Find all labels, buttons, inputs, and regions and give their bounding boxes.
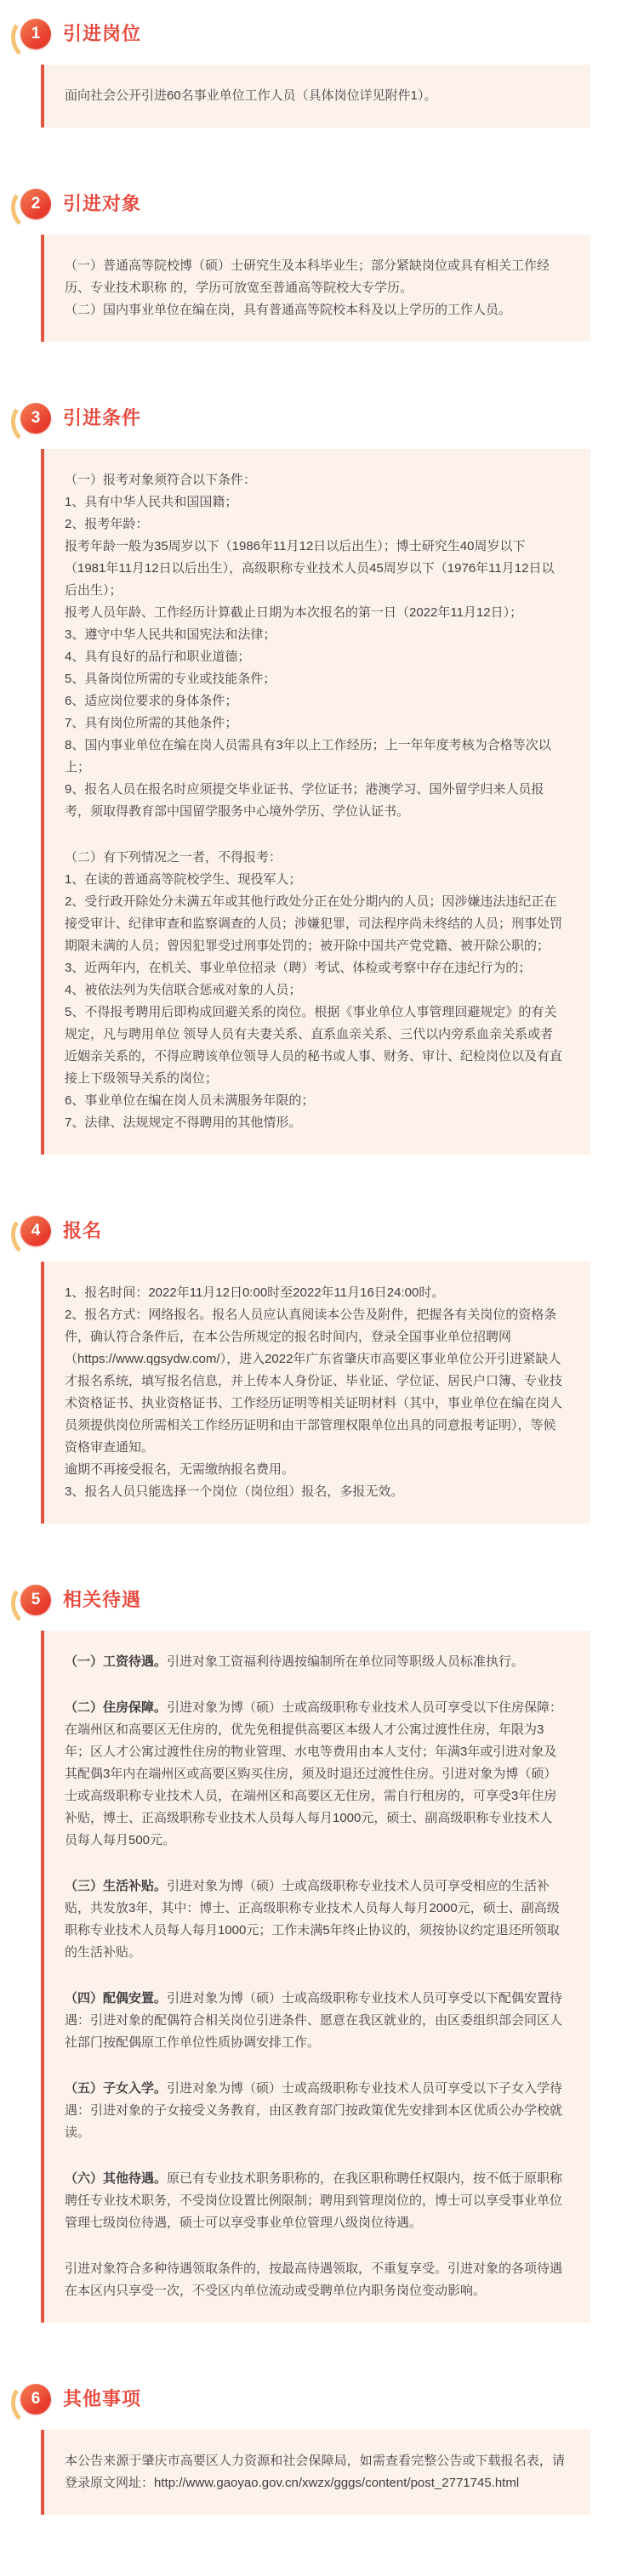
- section-title: 其他事项: [63, 2388, 142, 2409]
- section-header: [0, 1583, 638, 1617]
- section-title: 报名: [63, 1220, 103, 1241]
- section-number: 1: [20, 19, 51, 49]
- section-2: [0, 187, 638, 342]
- paragraph-lead: （六）其他待遇。: [65, 2171, 168, 2186]
- section-5: [0, 1583, 638, 2323]
- section-title: 引进条件: [63, 407, 142, 428]
- paragraph: 报考人员年龄、工作经历计算截止日期为本次报名的第一日（2022年11月12日）；: [65, 605, 523, 620]
- paragraph: （一）普通高等院校博（硕）士研究生及本科毕业生；部分紧缺岗位或具有相关工作经历、专业技术职称 的，学历可放宽至普通高等院校大专学历。: [65, 258, 550, 295]
- paragraph: 7、具有岗位所需的其他条件；: [65, 716, 238, 730]
- paragraph: 逾期不再接受报名，无需缴纳报名费用。: [65, 1462, 295, 1477]
- paragraph: （四）配偶安置。引进对象为博（硕）士或高级职称专业技术人员可享受以下配偶安置待遇：引进对象的配偶符合相关岗位引进条件、愿意在我区就业的，由区委组织部会同区人社部门按配偶原工作单位性质协调安排工作。: [65, 1991, 563, 2050]
- paragraph: 1、报名时间：2022年11月12日0:00时至2022年11月16日24:00时。: [65, 1285, 445, 1300]
- section-number: 5: [20, 1585, 51, 1615]
- section-title: 相关待遇: [63, 1589, 142, 1610]
- paragraph-lead: （三）生活补贴。: [65, 1879, 168, 1893]
- paragraph: （二）国内事业单位在编在岗，具有普通高等院校本科及以上学历的工作人员。: [65, 303, 512, 317]
- paragraph: 2、报名方式：网络报名。报名人员应认真阅读本公告及附件，把握各有关岗位的资格条件，确认符合条件后，在本公告所规定的报名时间内，登录全国事业单位招聘网（https://www.qgsydw.com/），进入2022年广东省肇庆市高要区事业单位公开引进紧缺人才报名系统，填写报名信息，并上传本人身份证、毕业证、学位证、居民户口簿、专业技术资格证书、执业资格证书、工作经历证明等相关证明材料（其中，事业单位在编在岗人员须提供岗位所需相关工作经历证明和由干部管理权限单位出具的同意报考证明），等候资格审查通知。: [65, 1308, 563, 1455]
- section-header: [0, 2382, 638, 2416]
- paragraph: 4、具有良好的品行和职业道德；: [65, 650, 251, 664]
- paragraph-lead: （一）工资待遇。: [65, 1654, 168, 1669]
- paragraph: 5、不得报考聘用后即构成回避关系的岗位。根据《事业单位人事管理回避规定》的有关规定，凡与聘用单位 领导人员有夫妻关系、直系血亲关系、三代以内旁系血亲关系或者近姻亲关系的，不得应聘该单位领导人员的秘书或人事、财务、审计、纪检岗位以及有直接上下级领导关系的岗位；: [65, 1005, 563, 1086]
- paragraph: （二）住房保障。引进对象为博（硕）士或高级职称专业技术人员可享受以下住房保障：在端州区和高要区无住房的，优先免租提供高要区本级人才公寓过渡性住房，年限为3年；区人才公寓过渡性住房的物业管理、水电等费用由本人支付；年满3年或引进对象及其配偶3年内在端州区或高要区购买住房，须及时退还过渡性住房。引进对象为博（硕）士或高级职称专业技术人员，在端州区和高要区无住房，需自行租房的，可享受3年住房补贴，博士、正高级职称专业技术人员每人每月1000元，硕士、副高级职称专业技术人员每人每月500元。: [65, 1700, 563, 1847]
- paragraph: 3、遵守中华人民共和国宪法和法律；: [65, 627, 276, 642]
- paragraph: 9、报名人员在报名时应须提交毕业证书、学位证书；港澳学习、国外留学归来人员报考，须取得教育部中国留学服务中心境外学历、学位认证书。: [65, 782, 544, 819]
- section-number-badge: [20, 189, 51, 219]
- section-number: 2: [20, 189, 51, 219]
- paragraph: 1、具有中华人民共和国国籍；: [65, 495, 238, 509]
- section-number: 3: [20, 403, 51, 434]
- section-number-badge: [20, 1585, 51, 1615]
- section-3: [0, 401, 638, 1155]
- section-title: 引进对象: [63, 193, 142, 214]
- paragraph: （六）其他待遇。原已有专业技术职务职称的，在我区职称聘任权限内，按不低于原职称聘任专业技术职务，不受岗位设置比例限制；聘用到管理岗位的，博士可以享受事业单位管理七级岗位待遇，硕士可以享受事业单位管理八级岗位待遇。: [65, 2171, 563, 2230]
- paragraph: 8、国内事业单位在编在岗人员需具有3年以上工作经历；上一年年度考核为合格等次以上；: [65, 738, 551, 775]
- paragraph-lead: （二）住房保障。: [65, 1700, 168, 1715]
- section-4: [0, 1214, 638, 1523]
- paragraph: （二）有下列情况之一者，不得报考：: [65, 850, 282, 865]
- paragraph: 本公告来源于肇庆市高要区人力资源和社会保障局，如需查看完整公告或下载报名表，请登录原文网址：http://www.gaoyao.gov.cn/xwzx/gggs/content/post_2771745.html: [65, 2454, 565, 2490]
- paragraph: 3、报名人员只能选择一个岗位（岗位组）报名，多报无效。: [65, 1484, 404, 1499]
- paragraph-lead: （五）子女入学。: [65, 2081, 168, 2096]
- section-6: [0, 2382, 638, 2515]
- paragraph: （五）子女入学。引进对象为博（硕）士或高级职称专业技术人员可享受以下子女入学待遇：引进对象的子女接受义务教育，由区教育部门按政策优先安排到本区优质公办学校就读。: [65, 2081, 563, 2140]
- paragraph: 2、受行政开除处分未满五年或其他行政处分正在处分期内的人员；因涉嫌违法违纪正在接受审计、纪律审查和监察调查的人员；涉嫌犯罪，司法程序尚未终结的人员；刑事处罚期限未满的人员；曾因犯罪受过刑事处罚的；被开除中国共产党党籍、被开除公职的；: [65, 894, 563, 953]
- section-header: [0, 17, 638, 51]
- section-1: [0, 17, 638, 128]
- section-header: [0, 401, 638, 435]
- paragraph: 7、法律、法规规定不得聘用的其他情形。: [65, 1115, 302, 1130]
- section-number-badge: [20, 1216, 51, 1246]
- paragraph: 引进对象符合多种待遇领取条件的，按最高待遇领取，不重复享受。引进对象的各项待遇在本区内只享受一次，不受区内单位流动或受聘单位内职务岗位变动影响。: [65, 2261, 563, 2298]
- paragraph: （一）报考对象须符合以下条件：: [65, 473, 257, 487]
- section-body: [41, 1631, 590, 2323]
- section-body: [41, 449, 590, 1155]
- paragraph: 6、事业单位在编在岗人员未满服务年限的；: [65, 1093, 315, 1108]
- paragraph: 5、具备岗位所需的专业或技能条件；: [65, 672, 276, 686]
- paragraph: 1、在读的普通高等院校学生、现役军人；: [65, 872, 302, 887]
- section-number-badge: [20, 403, 51, 434]
- section-number-badge: [20, 2384, 51, 2414]
- paragraph: 2、报考年龄：: [65, 517, 149, 531]
- section-body: [41, 1262, 590, 1523]
- section-header: [0, 1214, 638, 1248]
- paragraph: 6、适应岗位要求的身体条件；: [65, 694, 238, 708]
- section-body: [41, 235, 590, 342]
- section-number-badge: [20, 19, 51, 49]
- paragraph-lead: （四）配偶安置。: [65, 1991, 168, 2006]
- section-body: [41, 65, 590, 128]
- paragraph: （三）生活补贴。引进对象为博（硕）士或高级职称专业技术人员可享受相应的生活补贴，共发放3年，其中：博士、正高级职称专业技术人员每人每月2000元，硕士、副高级职称专业技术人员每人每月1000元；工作未满5年终止协议的，须按协议约定退还所领取的生活补贴。: [65, 1879, 560, 1960]
- section-title: 引进岗位: [63, 23, 142, 44]
- source-url: http://www.gaoyao.gov.cn/xwzx/gggs/content/post_2771745.html: [154, 2476, 520, 2490]
- paragraph: 报考年龄一般为35周岁以下（1986年11月12日以后出生）；博士研究生40周岁以下（1981年11月12日以后出生），高级职称专业技术人员45周岁以下（1976年11月12日以后出生）；: [65, 539, 555, 598]
- paragraph: 3、近两年内，在机关、事业单位招录（聘）考试、体检或考察中存在违纪行为的；: [65, 961, 532, 975]
- section-header: [0, 187, 638, 221]
- paragraph: 面向社会公开引进60名事业单位工作人员（具体岗位详见附件1）。: [65, 88, 437, 103]
- section-number: 4: [20, 1216, 51, 1246]
- paragraph: 4、被依法列为失信联合惩戒对象的人员；: [65, 983, 302, 997]
- section-body: [41, 2430, 590, 2515]
- paragraph: （一）工资待遇。引进对象工资福利待遇按编制所在单位同等职级人员标准执行。: [65, 1654, 525, 1669]
- section-number: 6: [20, 2384, 51, 2414]
